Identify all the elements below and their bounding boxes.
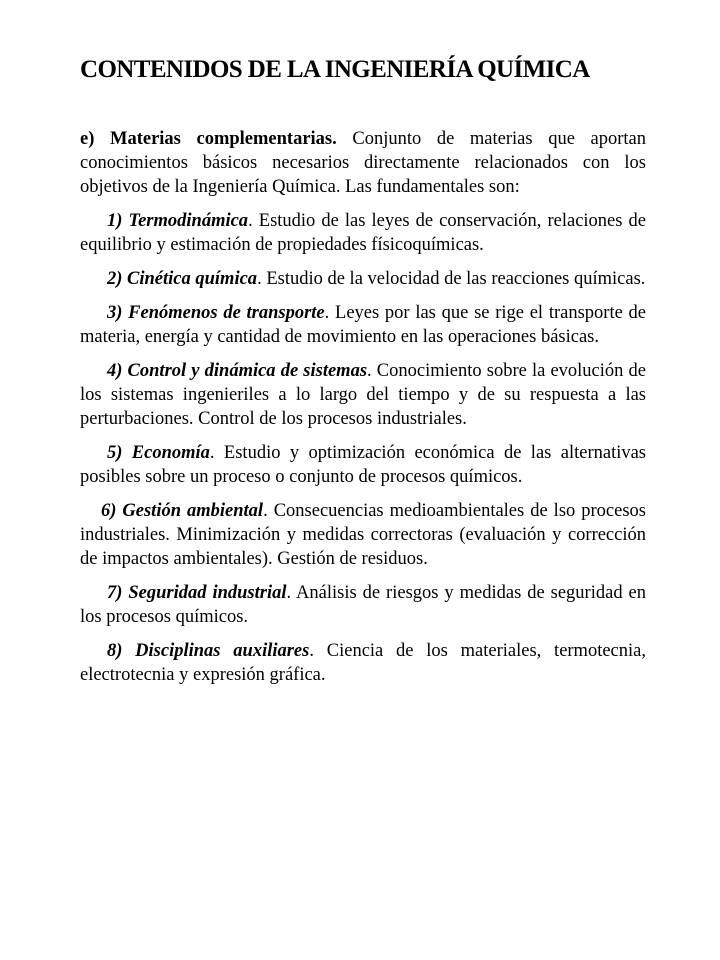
- item-label: 6) Gestión ambiental: [101, 501, 264, 522]
- item-label: 7) Seguridad industrial: [107, 583, 287, 604]
- item-label: 1) Termodinámica: [107, 210, 249, 231]
- item-text: . Ciencia de los materiales, termotecnia, electrotecnia y expresión gráfica.: [80, 641, 646, 686]
- item-fenomenos-transporte: [80, 302, 646, 350]
- item-seguridad-industrial: [80, 582, 646, 630]
- item-economia: [80, 442, 646, 490]
- item-text: . Consecuencias medioambientales de lso procesos industriales. Minimización y medidas correctoras (evaluación y corrección de impactos ambientales). Gestión de residuos.: [80, 501, 646, 569]
- intro-paragraph: [80, 128, 646, 199]
- item-text: . Estudio y optimización económica de las alternativas posibles sobre un proceso o conjunto de procesos químicos.: [80, 443, 647, 488]
- item-text: . Estudio de las leyes de conservación, relaciones de equilibrio y estimación de propiedades físicoquímicas.: [80, 210, 646, 255]
- item-text: . Conocimiento sobre la evolución de los sistemas ingenieriles a lo largo del tiempo y de su respuesta a las perturbaciones. Control de los procesos industriales.: [80, 361, 646, 429]
- item-label: 2) Cinética química: [107, 268, 258, 289]
- page-title: CONTENIDOS DE LA INGENIERÍA QUÍMICA: [80, 56, 590, 83]
- item-text: . Análisis de riesgos y medidas de seguridad en los procesos químicos.: [80, 583, 646, 628]
- intro-label: e) Materias complementarias.: [80, 129, 337, 149]
- item-label: 3) Fenómenos de transporte: [107, 303, 325, 324]
- item-cinetica-quimica: [80, 268, 646, 292]
- item-termodinamica: [80, 210, 646, 258]
- item-gestion-ambiental: [80, 500, 646, 571]
- item-disciplinas-auxiliares: [80, 640, 646, 688]
- item-text: . Estudio de la velocidad de las reacciones químicas.: [257, 268, 646, 289]
- item-label: 4) Control y dinámica de sistemas: [107, 361, 368, 382]
- item-control-dinamica: [80, 360, 646, 431]
- item-label: 5) Economía: [107, 443, 210, 464]
- item-label: 8) Disciplinas auxiliares: [107, 641, 310, 662]
- item-text: . Leyes por las que se rige el transporte de materia, energía y cantidad de movimiento en las operaciones básicas.: [80, 303, 646, 348]
- intro-text: Conjunto de materias que aportan conocimientos básicos necesarios directamente relacionados con los objetivos de la Ingeniería Química. Las fundamentales son:: [80, 129, 646, 197]
- document-body: [80, 128, 646, 698]
